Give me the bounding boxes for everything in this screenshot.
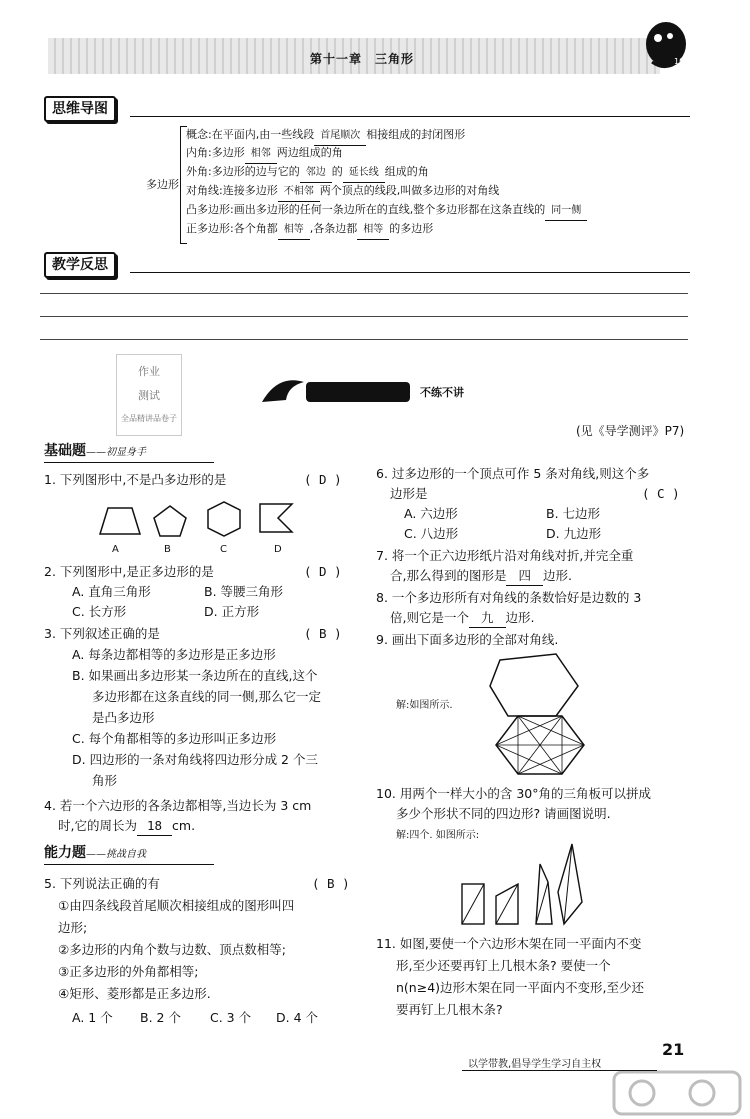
- q10-line2: 多少个形状不同的四边形? 请画图说明.: [396, 806, 611, 821]
- q7-line1: 7. 将一个正六边形纸片沿对角线对折,并完全重: [376, 548, 634, 563]
- mindmap-divider: [130, 116, 690, 117]
- mindmap-row-concept: 概念:在平面内,由一些线段 首尾顺次 相接组成的封闭图形: [186, 126, 465, 144]
- footer-slogan: 以学带教,倡导学生学习自主权: [468, 1059, 602, 1070]
- mindmap-section-tag: 思维导图: [44, 96, 116, 122]
- homework-stamp: 作业 测试 全品精讲品卷子: [116, 354, 182, 436]
- corner-watermark-icon: [612, 1070, 742, 1116]
- chapter-title: 第十一章 三角形: [310, 52, 415, 66]
- q7-line2: 合,那么得到的图形是 四 边形.: [390, 566, 572, 586]
- q6-option-d: D. 九边形: [546, 526, 602, 541]
- q6-option-b: B. 七边形: [546, 506, 601, 521]
- q5-option-d: D. 4 个: [276, 1010, 318, 1025]
- mascot-logo-icon: [640, 14, 692, 76]
- reflection-line: [40, 339, 688, 340]
- q10-solution: 解:四个. 如图所示:: [396, 830, 480, 841]
- q9-diagonals-figure: [490, 712, 590, 778]
- q3-answer: ( B ): [304, 626, 342, 641]
- q2-text: 2. 下列图形中,是正多边形的是: [44, 564, 214, 579]
- q5-item-3: ③正多边形的外角都相等;: [58, 964, 199, 979]
- q1-answer: ( D ): [304, 472, 342, 487]
- q5-option-b: B. 2 个: [140, 1010, 181, 1025]
- logo-number: 10: [674, 57, 685, 66]
- q3-option-b-cont2: 是凸多边形: [92, 710, 155, 725]
- q1-label-a: A: [112, 544, 119, 555]
- q5-item-4: ④矩形、菱形都是正多边形.: [58, 986, 211, 1001]
- q3-option-b: B. 如果画出多边形某一条边所在的直线,这个: [72, 668, 318, 683]
- q6-option-c: C. 八边形: [404, 526, 459, 541]
- q9-text: 9. 画出下面多边形的全部对角线.: [376, 632, 559, 647]
- mindmap-row-exterior-angle: 外角:多边形的边与它的 邻边 的 延长线 组成的角: [186, 163, 429, 181]
- q2-option-d: D. 正方形: [204, 604, 260, 619]
- q10-quadrilateral-figures: [456, 842, 592, 928]
- q2-option-b: B. 等腰三角形: [204, 584, 284, 599]
- q5-item-1-cont: 边形;: [58, 920, 88, 935]
- q9-solution: 解:如图所示.: [396, 700, 453, 711]
- q3-option-d-cont: 角形: [92, 773, 118, 788]
- q3-option-b-cont: 多边形都在这条直线的同一侧,那么它一定: [92, 689, 321, 704]
- page-number: 21: [662, 1040, 685, 1059]
- q2-option-c: C. 长方形: [72, 604, 127, 619]
- mindmap-row-regular: 正多边形:各个角都 相等 ,各条边都 相等 的多边形: [186, 220, 433, 238]
- reflection-divider: [130, 272, 690, 273]
- q3-option-c: C. 每个角都相等的多边形叫正多边形: [72, 731, 277, 746]
- q11-line4: 要再钉上几根木条?: [396, 1002, 503, 1017]
- q8-line2: 倍,则它是一个 九 边形.: [390, 608, 534, 628]
- q4-line2: 时,它的周长为 18 cm.: [58, 816, 195, 836]
- q5-answer: ( B ): [312, 876, 350, 891]
- q1-label-c: C: [220, 544, 227, 555]
- q1-label-d: D: [274, 544, 282, 555]
- q2-answer: ( D ): [304, 564, 342, 579]
- q6-answer: ( C ): [642, 486, 680, 501]
- ability-divider: [44, 864, 214, 865]
- q2-option-a: A. 直角三角形: [72, 584, 151, 599]
- mindmap-row-convex: 凸多边形:画出多边形的任何一条边所在的直线,整个多边形都在这条直线的 同一侧: [186, 201, 587, 219]
- q11-line1: 11. 如图,要使一个六边形木架在同一平面内不变: [376, 936, 642, 951]
- q3-option-d: D. 四边形的一条对角线将四边形分成 2 个三: [72, 752, 318, 767]
- banner-slogan: 不练不讲: [420, 386, 464, 399]
- reflection-section-tag: 教学反思: [44, 252, 116, 278]
- q11-line2: 形,至少还要再钉上几根木条? 要使一个: [396, 958, 611, 973]
- q8-line1: 8. 一个多边形所有对角线的条数恰好是边数的 3: [376, 590, 642, 605]
- q6-option-a: A. 六边形: [404, 506, 458, 521]
- mindmap-row-interior-angle: 内角:多边形 相邻 两边组成的角: [186, 144, 343, 162]
- q7-answer: 四: [506, 566, 543, 586]
- q9-hexagon-figure: [486, 650, 586, 720]
- q5-text: 5. 下列说法正确的有: [44, 876, 160, 891]
- q5-option-a: A. 1 个: [72, 1010, 113, 1025]
- q6-line1: 6. 过多边形的一个顶点可作 5 条对角线,则这个多: [376, 466, 650, 481]
- reference-note: (见《导学测评》P7): [576, 424, 685, 438]
- mindmap-root: 多边形: [146, 178, 179, 191]
- mindmap: [146, 126, 666, 246]
- reflection-line: [40, 293, 688, 294]
- q5-item-2: ②多边形的内角个数与边数、顶点数相等;: [58, 942, 286, 957]
- q11-line3: n(n≥4)边形木架在同一平面内不变形,至少还: [396, 980, 644, 995]
- basic-divider: [44, 462, 214, 463]
- q10-line1: 10. 用两个一样大小的含 30°角的三角板可以拼成: [376, 786, 651, 801]
- q4-answer: 18: [137, 816, 172, 836]
- q4-line1: 4. 若一个六边形的各条边都相等,当边长为 3 cm: [44, 798, 312, 813]
- q1-figures: [92, 498, 322, 548]
- mindmap-row-diagonal: 对角线:连接多边形 不相邻 两个顶点的线段,叫做多边形的对角线: [186, 182, 499, 200]
- q1-label-b: B: [164, 544, 171, 555]
- q6-line2: 边形是: [390, 486, 428, 501]
- q5-option-c: C. 3 个: [210, 1010, 252, 1025]
- basic-tag: 基础题——初显身手: [44, 443, 146, 459]
- reflection-line: [40, 316, 688, 317]
- ability-tag: 能力题——挑战自我: [44, 845, 146, 861]
- q1-text: 1. 下列图形中,不是凸多边形的是: [44, 472, 227, 487]
- q3-option-a: A. 每条边都相等的多边形是正多边形: [72, 647, 276, 662]
- q3-text: 3. 下列叙述正确的是: [44, 626, 160, 641]
- q5-item-1: ①由四条线段首尾顺次相接组成的图形叫四: [58, 898, 295, 913]
- q8-answer: 九: [469, 608, 506, 628]
